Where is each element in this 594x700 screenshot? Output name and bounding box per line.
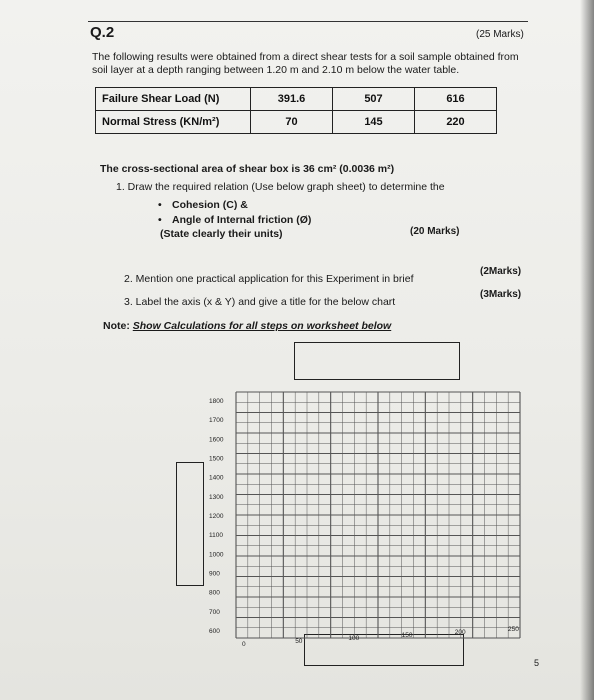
y-tick-label: 1100 — [209, 532, 223, 540]
x-tick-label: 50 — [295, 638, 303, 645]
bullet-friction: Angle of Internal friction (Ø) — [172, 214, 312, 226]
y-tick-label: 1500 — [209, 455, 224, 463]
row-label: Failure Shear Load (N) — [96, 88, 251, 111]
table-cell: 391.6 — [251, 88, 333, 111]
y-tick-label: 600 — [209, 628, 220, 635]
item-two: 2. Mention one practical application for this Experiment in brief — [124, 273, 414, 285]
item-one: 1. Draw the required relation (Use below graph sheet) to determine the — [116, 181, 445, 193]
units-instruction: (State clearly their units) — [160, 228, 283, 240]
y-tick-label: 1300 — [209, 493, 224, 501]
item-three: 3. Label the axis (x & Y) and give a title for the below chart — [124, 296, 396, 308]
y-tick-label: 1700 — [209, 417, 224, 425]
y-tick-label: 800 — [209, 589, 220, 597]
bullet-cohesion: Cohesion (C) & — [172, 199, 248, 211]
note-text: Show Calculations for all steps on worksheet below — [132, 320, 392, 332]
table-cell: 145 — [333, 111, 415, 134]
y-tick-label: 1800 — [209, 398, 224, 405]
y-tick-labels — [209, 398, 224, 635]
y-tick-label: 1400 — [209, 474, 224, 482]
photo-edge-shadow — [580, 0, 594, 700]
area-note: The cross-sectional area of shear box is 36 cm² (0.0036 m²) — [100, 163, 395, 175]
note-prefix: Note: — [103, 320, 133, 332]
x-tick-label: 200 — [454, 629, 466, 636]
row-label: Normal Stress (KN/m²) — [96, 111, 251, 134]
question-marks: (25 Marks) — [476, 29, 524, 40]
grid-lines — [236, 392, 520, 638]
y-tick-label: 900 — [209, 570, 220, 578]
marks-item-two: (2Marks) — [480, 266, 522, 277]
x-tick-label: 150 — [401, 632, 413, 639]
marks-item-one: (20 Marks) — [410, 226, 460, 237]
marks-item-three: (3Marks) — [480, 289, 522, 300]
x-tick-label: 0 — [242, 641, 246, 648]
table-cell: 70 — [251, 111, 333, 134]
page-number: 5 — [534, 658, 540, 668]
y-tick-label: 1000 — [209, 551, 224, 559]
x-tick-label: 100 — [348, 635, 360, 642]
table-cell: 220 — [415, 111, 497, 134]
y-tick-label: 1200 — [209, 513, 224, 520]
bullet-dot-icon: • — [158, 199, 162, 211]
y-tick-label: 700 — [209, 608, 220, 616]
x-tick-label: 250 — [508, 626, 519, 633]
y-tick-label: 1600 — [209, 436, 224, 444]
bullet-dot-icon: • — [158, 214, 162, 226]
table-cell: 507 — [333, 88, 415, 111]
table-cell: 616 — [415, 88, 497, 111]
question-intro: The following results were obtained from a direct shear tests for a soil sample obtained from soil layer at a depth ranging between 1.20 m and 2.10 m below the water table. — [92, 51, 519, 76]
question-number: Q.2 — [90, 24, 115, 41]
